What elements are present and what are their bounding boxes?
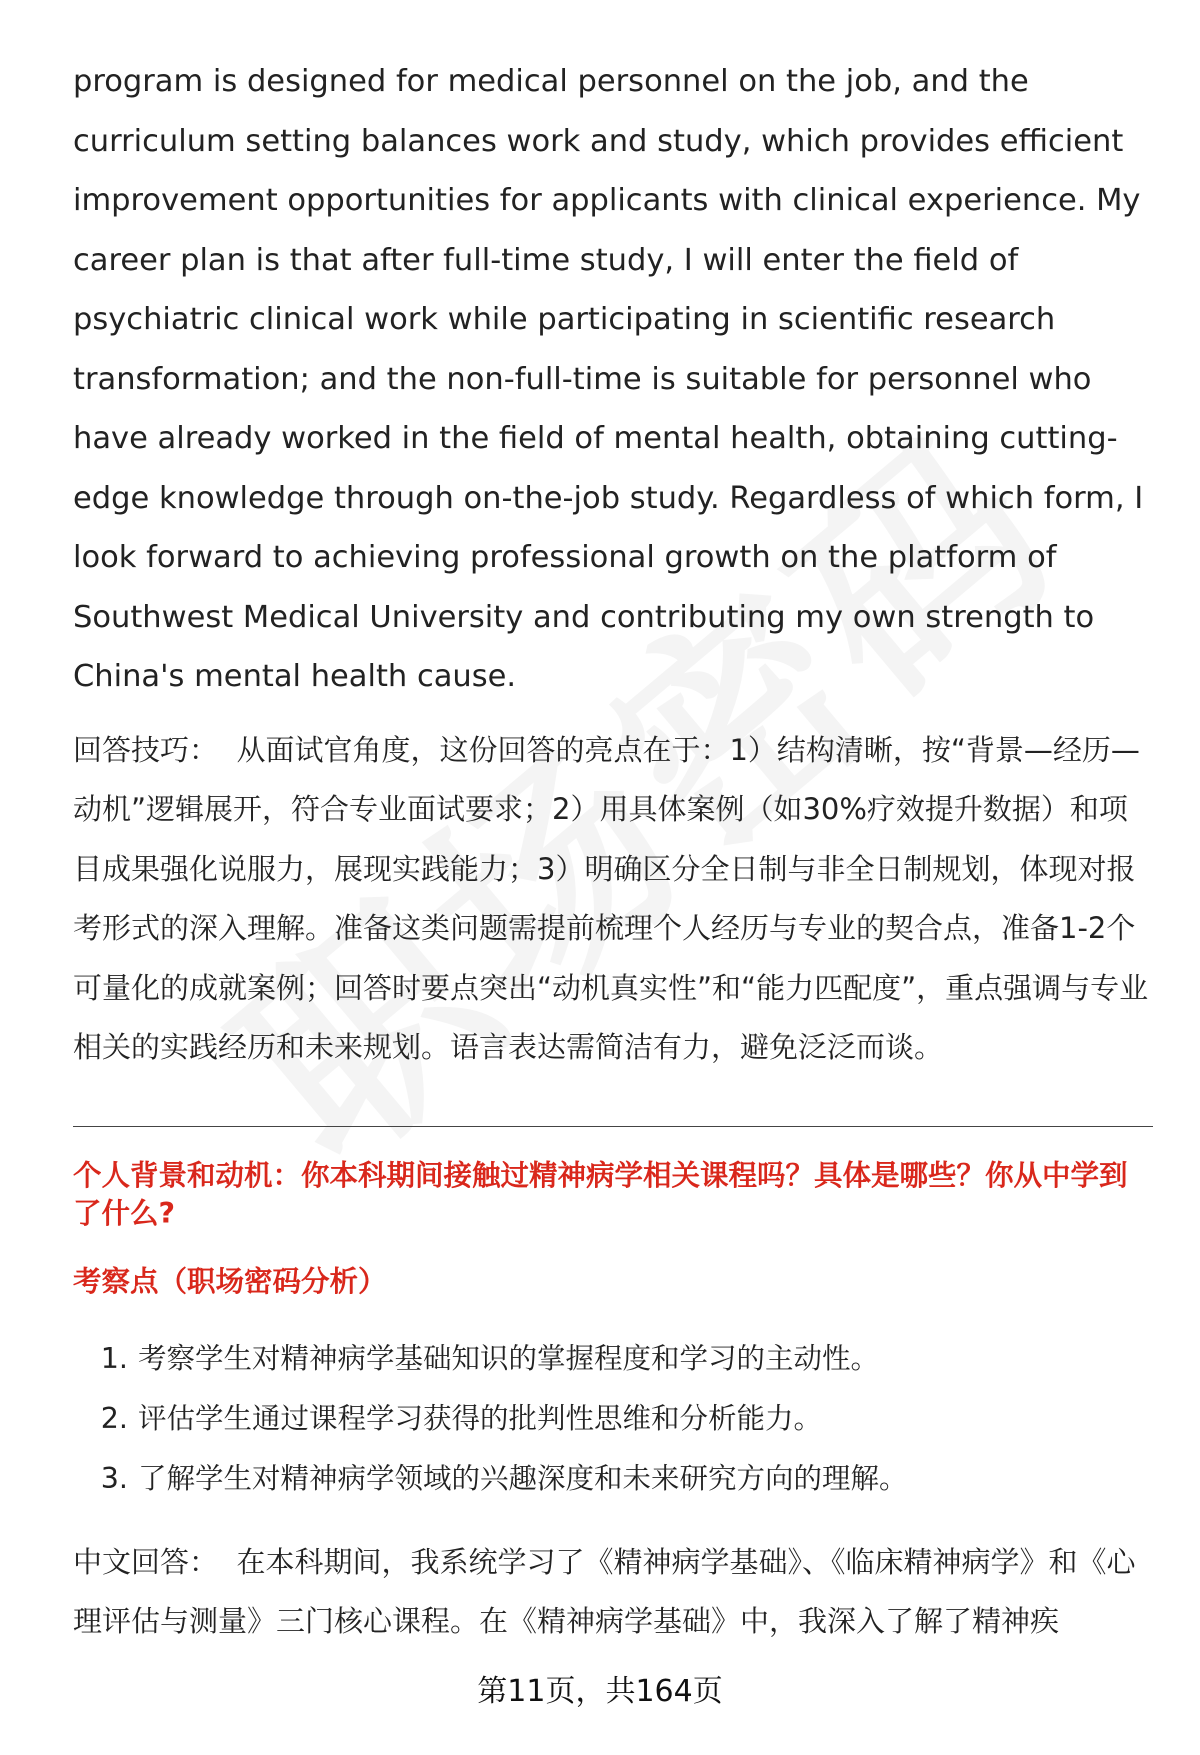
page-number-footer: 第11页，共164页 <box>477 1674 723 1709</box>
list-item-text: 评估学生通过课程学习获得的批判性思维和分析能力。 <box>138 1401 823 1435</box>
answer-label: 中文回答： <box>73 1544 219 1579</box>
list-item-text: 了解学生对精神病学领域的兴趣深度和未来研究方向的理解。 <box>138 1461 908 1495</box>
list-item-number: 2. <box>100 1401 128 1435</box>
page-content <box>73 52 1153 1652</box>
list-item-text: 考察学生对精神病学基础知识的掌握程度和学习的主动性。 <box>138 1341 880 1375</box>
list-item <box>73 1389 1153 1449</box>
section-divider <box>73 1126 1153 1127</box>
analysis-heading: 考察点（职场密码分析） <box>73 1264 387 1298</box>
list-item-number: 3. <box>100 1461 128 1495</box>
answer-text: 在本科期间，我系统学习了《精神病学基础》、《临床精神病学》和《心理评估与测量》三门核心课程。在《精神病学基础》中，我深入了解了精神疾 <box>73 1544 1136 1638</box>
list-item-number: 1. <box>100 1341 128 1375</box>
chinese-answer-paragraph <box>73 1533 1153 1652</box>
list-item <box>73 1449 1153 1509</box>
tips-text: 从面试官角度，这份回答的亮点在于：1）结构清晰，按“背景—经历—动机”逻辑展开，符合专业面试要求；2）用具体案例（如30%疗效提升数据）和项目成果强化说服力，展现实践能力；3）明确区分全日制与非全日制规划，体现对报考形式的深入理解。准备这类问题需提前梳理个人经历与专业的契合点，准备1-2个可量化的成就案例；回答时要点突出“动机真实性”和“能力匹配度”，重点强调与专业相关的实践经历和未来规划。语言表达需简洁有力，避免泛泛而谈。 <box>73 732 1149 1064</box>
tips-label: 回答技巧： <box>73 732 219 767</box>
english-answer-paragraph: program is designed for medical personnel on the job, and the curriculum setting balances work and study, which provides efficient improvement opportunities for applicants with clinical experience. My career plan is that after full-time study, I will enter the field of psychiatric clinical work while participating in scientific research transformation; and the non-full-time is suitable for personnel who have already worked in the field of mental health, obtaining cutting-edge knowledge through on-the-job study. Regardless of which form, I look forward to achieving professional growth on the platform of Southwest Medical University and contributing my own strength to China's mental health cause. <box>73 64 1144 694</box>
analysis-points-list <box>73 1329 1153 1509</box>
list-item <box>73 1329 1153 1389</box>
tips-paragraph <box>73 721 1153 1078</box>
question-heading: 个人背景和动机：你本科期间接触过精神病学相关课程吗？具体是哪些？你从中学到了什么? <box>73 1158 1128 1230</box>
